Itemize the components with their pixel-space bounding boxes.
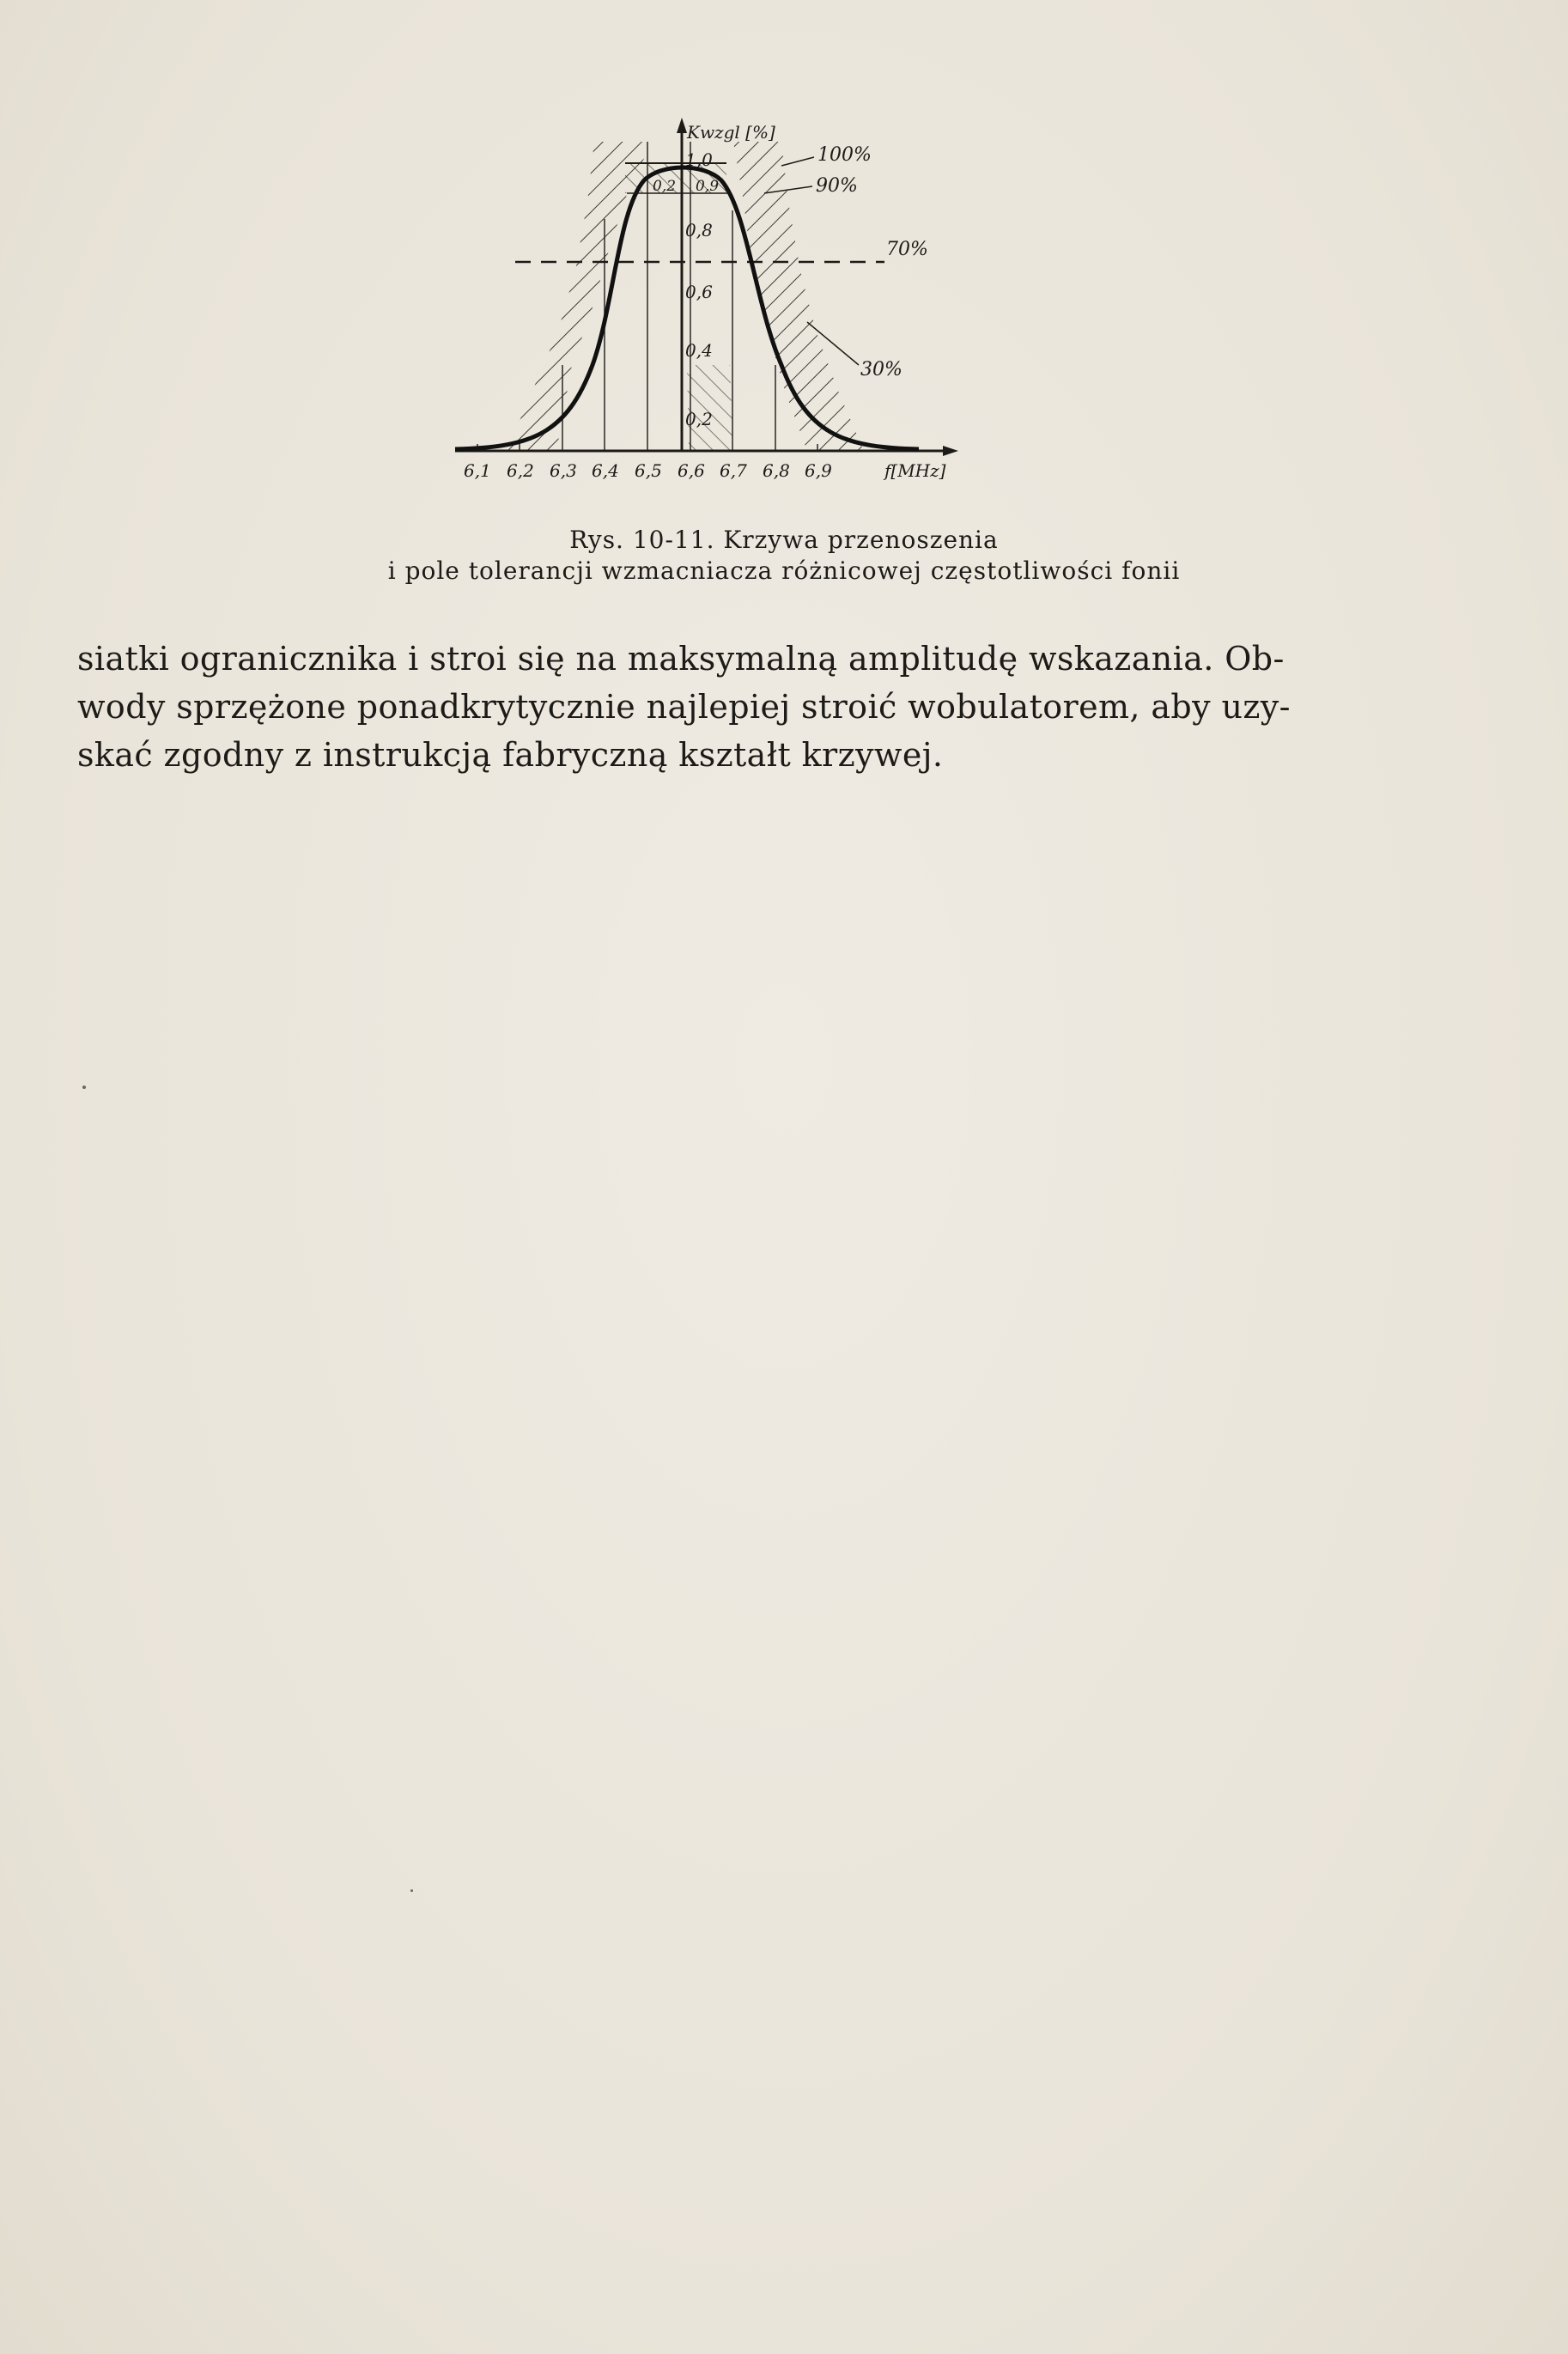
body-line-3: skać zgodny z instrukcją fabryczną kształt krzywej. [77, 736, 944, 774]
x-tick-6-6: 6,6 [678, 460, 705, 481]
body-line-1: siatki ogranicznika i stroi się na maksymalną amplitudę wskazania. Ob- [77, 640, 1285, 678]
x-tick-6-8: 6,8 [763, 460, 790, 481]
x-tick-6-1: 6,1 [464, 460, 491, 481]
x-tick-6-5: 6,5 [635, 460, 662, 481]
figure-caption-line1: Rys. 10-11. Krzywa przenoszenia [569, 526, 999, 554]
body-line-2: wody sprzężone ponadkrytycznie najlepiej stroić wobulatorem, aby uzy- [77, 688, 1291, 726]
x-tick-6-7: 6,7 [720, 460, 747, 481]
y-tick-0-4: 0,4 [685, 340, 713, 361]
tolerance-label-30: 30% [860, 359, 903, 380]
transfer-curve-figure [404, 107, 1056, 520]
tolerance-inner-right [687, 365, 733, 451]
tolerance-label-100: 100% [817, 144, 872, 166]
x-tick-6-3: 6,3 [550, 460, 577, 481]
tolerance-label-90: 90% [816, 175, 858, 197]
paper-speck [82, 1086, 86, 1089]
y-tick-0-6: 0,6 [685, 282, 713, 302]
y-tick-0-2: 0,2 [685, 409, 713, 429]
x-tick-6-4: 6,4 [592, 460, 619, 481]
x-tick-6-2: 6,2 [507, 460, 534, 481]
paper-speck [410, 1889, 413, 1892]
figure-caption-line2: i pole tolerancji wzmacniacza różnicowej częstotliwości fonii [387, 557, 1181, 585]
y-axis-label: Kwzgl [%] [687, 122, 775, 143]
tolerance-label-70: 70% [886, 239, 928, 260]
x-axis-label: f[MHz] [884, 460, 946, 481]
y-tick-0-8: 0,8 [685, 220, 713, 240]
top-mark-right: 0,9 [696, 178, 720, 195]
y-tick-1-0: 1,0 [685, 149, 713, 170]
transfer-curve-drawing [404, 107, 1056, 520]
y-axis-arrow [677, 118, 687, 133]
x-axis-arrow [943, 446, 958, 456]
transfer-curve [455, 167, 919, 449]
top-mark-left: 0,2 [653, 178, 677, 195]
x-tick-6-9: 6,9 [805, 460, 832, 481]
